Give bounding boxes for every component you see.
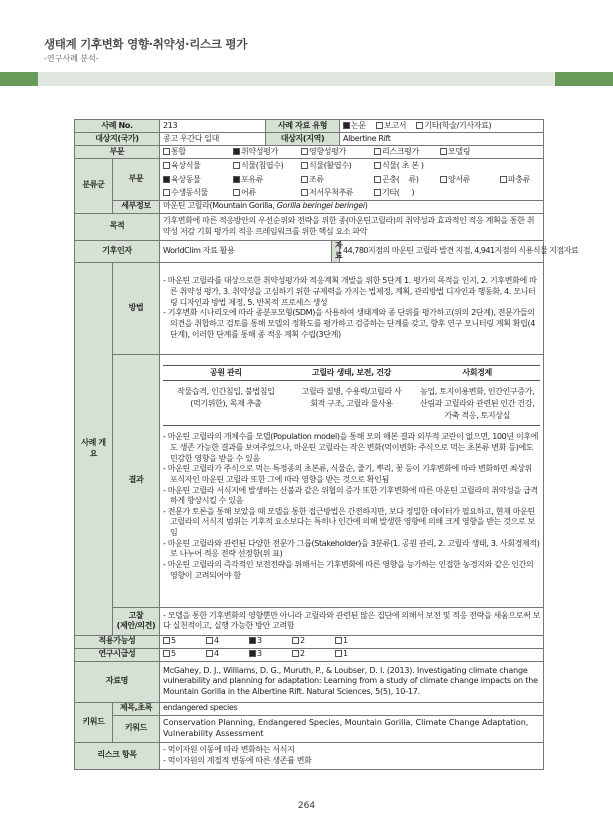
- checkbox[interactable]: [163, 148, 170, 155]
- option-label: 4: [214, 636, 219, 646]
- running-title: 생태계 기후변화 영향·취약성·리스크 평가: [44, 37, 247, 51]
- result-item: - 마운틴 고릴라가 주식으로 먹는 특정종의 초본류, 식물순, 줄기, 뿌리, 꽃 등이 기후변화에 따라 변화하면 최상위 포식자인 마운틴 고릴라 또한 그에 따라 영향을 받는 것으로 확인됨: [163, 464, 532, 484]
- target-region-value: Albertine Rift: [340, 133, 544, 146]
- option-label: 육상식물: [171, 161, 201, 170]
- checkbox[interactable]: [343, 122, 350, 129]
- checkbox[interactable]: [163, 637, 170, 644]
- row-case-no: [75, 120, 544, 133]
- keyword-sub-label: 키워드: [113, 715, 160, 742]
- option-label: 5: [171, 636, 176, 646]
- option-label: 기타(학술/기사자료): [424, 120, 492, 130]
- option-label: 2: [300, 636, 305, 646]
- method-label: 방법: [113, 262, 160, 354]
- running-subtitle: -연구사례 분석-: [44, 54, 99, 63]
- checkbox[interactable]: [376, 122, 383, 129]
- checkbox[interactable]: [500, 176, 507, 183]
- method-item: - 기후변화 시나리오에 따라 종분포모형(SDM)을 사용하여 생태계와 종 단위를 평가하고(위의 2단계), 전문가들의 의견을 취합하고 검토를 통해 모델의 정확도를 평가하고 검증하는 단계를 갖고, 향후 연구 모니터링 계획 확립(4단계), 이러한 단계를 통해 종 적응 계획 수립(3단계): [163, 308, 536, 339]
- option-label: 조류: [309, 174, 324, 184]
- option-label: 식물(활엽수): [309, 161, 352, 170]
- header-band: [0, 72, 613, 86]
- stakeholder-cell: 작물습격, 인간침입, 불법침입(먹기위한), 목재 추출: [163, 381, 289, 426]
- option-label: 식물( 초 본 ): [382, 161, 424, 170]
- row-method: [75, 262, 544, 354]
- row-applicability: [75, 635, 544, 648]
- reference-value: McGahey, D. J., Williams, D. G., Muruth, P., & Loubser, D. I. (2013). Investigating climate change vulnerability and planning for adaptation: Learning from a study of climate change impacts on the Mountain Gorilla in the Albertine Rift. Natural Sciences, 5(5), 10-17.: [160, 661, 544, 702]
- checkbox[interactable]: [301, 189, 308, 196]
- data-value: 44,780지점의 마운틴 고릴라 발견 지점, 4,941지점의 식용식물 지점자료: [340, 240, 544, 262]
- row-keywords: [75, 715, 544, 742]
- checkbox[interactable]: [440, 176, 447, 183]
- applicability-options: [160, 635, 544, 648]
- checkbox[interactable]: [163, 650, 170, 657]
- stakeholder-table: [163, 365, 540, 427]
- row-target: [75, 133, 544, 146]
- checkbox[interactable]: [301, 148, 308, 155]
- stakeholder-cell: 농업, 토지이용변화, 인간인구증가, 산림과 고릴라와 관련된 인간 건강, 가축 적응, 토지상실: [414, 381, 540, 426]
- checkbox[interactable]: [206, 637, 213, 644]
- stakeholder-header-row: [163, 365, 540, 381]
- checkbox[interactable]: [335, 637, 342, 644]
- checkbox[interactable]: [206, 650, 213, 657]
- sector-label: 부문: [75, 146, 160, 159]
- header-band-accent-right: [555, 72, 613, 86]
- applicability-label: 적용가능성: [75, 635, 160, 648]
- row-reference: [75, 661, 544, 702]
- checkbox[interactable]: [416, 122, 423, 129]
- reference-label: 자료명: [75, 661, 160, 702]
- risk-label: 리스크 항목: [75, 742, 160, 769]
- case-no-value: 213: [160, 120, 266, 133]
- checkbox[interactable]: [374, 189, 381, 196]
- result-item: - 마운틴 고릴라 서식지에 발생하는 산불과 같은 위협의 증가 또한 기후변화에 따른 마운틴 고릴라의 취약성을 급격하게 향상시킬 수 있음: [163, 485, 538, 506]
- checkbox[interactable]: [301, 176, 308, 183]
- risk-item: - 먹이자원의 계절적 변동에 따른 생존률 변화: [163, 755, 312, 765]
- option-label: 저서무척추류: [309, 188, 354, 197]
- option-label-suffix: 류): [408, 174, 419, 184]
- option-label: 논문: [351, 120, 366, 130]
- checkbox[interactable]: [233, 176, 240, 183]
- checkbox[interactable]: [249, 650, 256, 657]
- option-label: 수생동식물: [171, 188, 208, 197]
- sector-options: [160, 146, 544, 159]
- option-label: 보고서: [383, 120, 407, 130]
- detail-info-suffix: ): [364, 201, 368, 211]
- classification-sector-label: 부문: [113, 159, 160, 201]
- checkbox[interactable]: [374, 162, 381, 169]
- title-abstract-value: endangered species: [160, 702, 544, 715]
- checkbox[interactable]: [292, 637, 299, 644]
- climate-factor-value: WorldClim 자료 활용: [160, 240, 332, 262]
- detail-info-value: [160, 200, 544, 213]
- option-label: 3: [257, 649, 262, 659]
- classification-options: [160, 159, 544, 201]
- option-label: 육상동물: [171, 174, 201, 184]
- row-sector: [75, 146, 544, 159]
- checkbox[interactable]: [374, 176, 381, 183]
- target-region-label: 대상지(지역): [266, 133, 340, 146]
- case-summary-label: 사례 개요: [75, 262, 113, 635]
- option-label: 영향성평가: [309, 146, 346, 156]
- stakeholder-body-row: [163, 381, 540, 426]
- checkbox[interactable]: [249, 637, 256, 644]
- checkbox[interactable]: [292, 650, 299, 657]
- material-type-options: [340, 120, 544, 133]
- target-country-value: 콩고 우간다 일대: [160, 133, 266, 146]
- row-classification: [75, 159, 544, 201]
- row-purpose: [75, 213, 544, 240]
- detail-info-label: 세부정보: [113, 200, 160, 213]
- option-label: 2: [300, 649, 305, 659]
- option-label: 1: [343, 636, 348, 646]
- case-table: [74, 119, 579, 770]
- option-label: 리스크평가: [382, 146, 419, 156]
- checkbox[interactable]: [233, 189, 240, 196]
- method-value: [160, 262, 544, 354]
- stakeholder-cell: 고릴라 질병, 수용력/고릴라 사회적 구조, 고릴라 물사용: [289, 381, 415, 426]
- result-item: - 전문가 토론을 통해 보았을 때 모델을 통한 접근방법은 간전하지만, 보다 정밀한 데이터가 필요하고, 현재 마운틴 고릴라의 서식지 범위는 기후적 요소보다는 특히나 인간에 의해 발생한 영향에 의해 크게 영향을 받는 것으로 보임: [163, 506, 535, 537]
- material-type-label: 사례 자료 유형: [266, 120, 340, 133]
- urgency-options: [160, 648, 544, 661]
- option-label: 모델링: [448, 146, 471, 156]
- checkbox[interactable]: [163, 189, 170, 196]
- option-label: 3: [257, 636, 262, 646]
- row-climate-factor: [75, 240, 544, 262]
- purpose-label: 목적: [75, 213, 160, 240]
- target-country-label: 대상지(국가): [75, 133, 160, 146]
- classification-label: 분류군: [75, 159, 113, 214]
- climate-factor-label: 기후인자: [75, 240, 160, 262]
- checkbox[interactable]: [233, 148, 240, 155]
- row-title-abstract: [75, 702, 544, 715]
- stakeholder-header: 고릴라 생태, 보전, 건강: [289, 365, 415, 381]
- result-label: 결과: [113, 354, 160, 607]
- species-scientific-name: Gorilla beringei beringei: [276, 201, 365, 211]
- option-label: 취약성평가: [241, 146, 278, 156]
- option-label: 어류: [241, 188, 256, 197]
- page-number: 264: [297, 801, 316, 811]
- option-label: 곤충(: [382, 174, 400, 184]
- row-result: [75, 354, 544, 607]
- checkbox[interactable]: [335, 650, 342, 657]
- stakeholder-header: 공원 관리: [163, 365, 289, 381]
- option-label: 파충류: [508, 174, 531, 184]
- case-no-label: 사례 No.: [75, 120, 160, 133]
- result-value: [160, 354, 544, 607]
- checkbox[interactable]: [163, 162, 170, 169]
- option-label-suffix: ): [411, 188, 415, 197]
- data-label: 자료: [332, 240, 340, 262]
- result-item: - 마운틴 고릴라와 관련된 다양한 전문가 그룹(Stakeholder)을 3분류(1. 공원 관리, 2. 고릴라 생태, 3. 사회경제적)로 나누어 적응 전략 선정함(위 표): [163, 538, 540, 559]
- checkbox[interactable]: [163, 176, 170, 183]
- checkbox[interactable]: [301, 162, 308, 169]
- discussion-value: - 모델을 통한 기후변화의 영향뿐만 아니라 고릴라와 관련된 많은 집단에 의해서 보전 및 적응 전략을 세움으로써 보다 실천적이고, 실행 가능한 방안 고려함: [160, 607, 544, 635]
- checkbox[interactable]: [440, 148, 447, 155]
- row-risk: [75, 742, 544, 769]
- checkbox[interactable]: [233, 162, 240, 169]
- option-label: 양서류: [448, 174, 471, 184]
- option-label: 식물(침엽수): [241, 161, 284, 170]
- method-item: - 마운틴 고릴라를 대상으로한 취약성평가와 적응계획 개발을 위한 5단계 1. 평가의 목적을 인지, 2. 기후변화에 따른 취약성 평가, 3. 취약성을 고심하기 위한 규제력을 가지는 법제정, 계획, 관리방법 디자인과 행동화, 4. 모니터링 디자인과 방법 제정, 5. 반복적 프로세스 생성: [163, 276, 537, 307]
- keyword-label: 키워드: [75, 702, 113, 742]
- risk-item: - 먹이자원 이동에 따라 변화하는 서식지: [163, 745, 295, 755]
- result-item: - 마운틴 고릴라의 즉각적인 보전전략을 위해서는 기후변화에 따른 영향을 능가하는 인접한 농경지와 같은 인간의 영향이 고려되어야 함: [163, 559, 534, 580]
- checkbox[interactable]: [374, 148, 381, 155]
- row-detail-info: [75, 200, 544, 213]
- urgency-label: 연구시급성: [75, 648, 160, 661]
- option-label: 1: [343, 649, 348, 659]
- discussion-label: [113, 607, 160, 635]
- header-band-accent-left: [0, 72, 38, 86]
- option-label: 기타(: [382, 188, 400, 197]
- result-item: - 마운틴 고릴라의 개체수를 모델(Population model)을 통해 모의 해본 결과 외부적 교란이 없으면, 100년 이후에도 생존 가능한 결과를 보여주었으나, 마운틴 고릴라는 작은 변화(먹이변화: 주식으로 먹는 초본류 변화 등)에도 민감한 영향을 받을 수 있음: [163, 432, 539, 463]
- title-abstract-label: 제목,초록: [113, 702, 160, 715]
- detail-info-prefix: 마운틴 고릴라(Mountain Gorilla,: [163, 201, 277, 211]
- discussion-label-main: 고찰: [128, 610, 144, 620]
- risk-value: [160, 742, 544, 769]
- discussion-label-sub: (제안/의견): [116, 621, 156, 631]
- row-discussion: [75, 607, 544, 635]
- keyword-value: Conservation Planning, Endangered Species, Mountain Gorilla, Climate Change Adaptation, Vulnerability Assessment: [160, 715, 544, 742]
- option-label: 포유류: [241, 174, 264, 184]
- row-urgency: [75, 648, 544, 661]
- purpose-value: 기후변화에 따른 적응방안의 우선순위와 전략을 위한 종(마운틴고릴라)의 취약성과 효과적인 적응 계획을 통한 취약성 저감 기회 평가의 적응 프레임워크를 위한 핵심 요소 파악: [160, 213, 544, 240]
- option-label: 4: [214, 649, 219, 659]
- option-label: 5: [171, 649, 176, 659]
- option-label: 통합: [171, 146, 186, 156]
- stakeholder-header: 사회경제: [414, 365, 540, 381]
